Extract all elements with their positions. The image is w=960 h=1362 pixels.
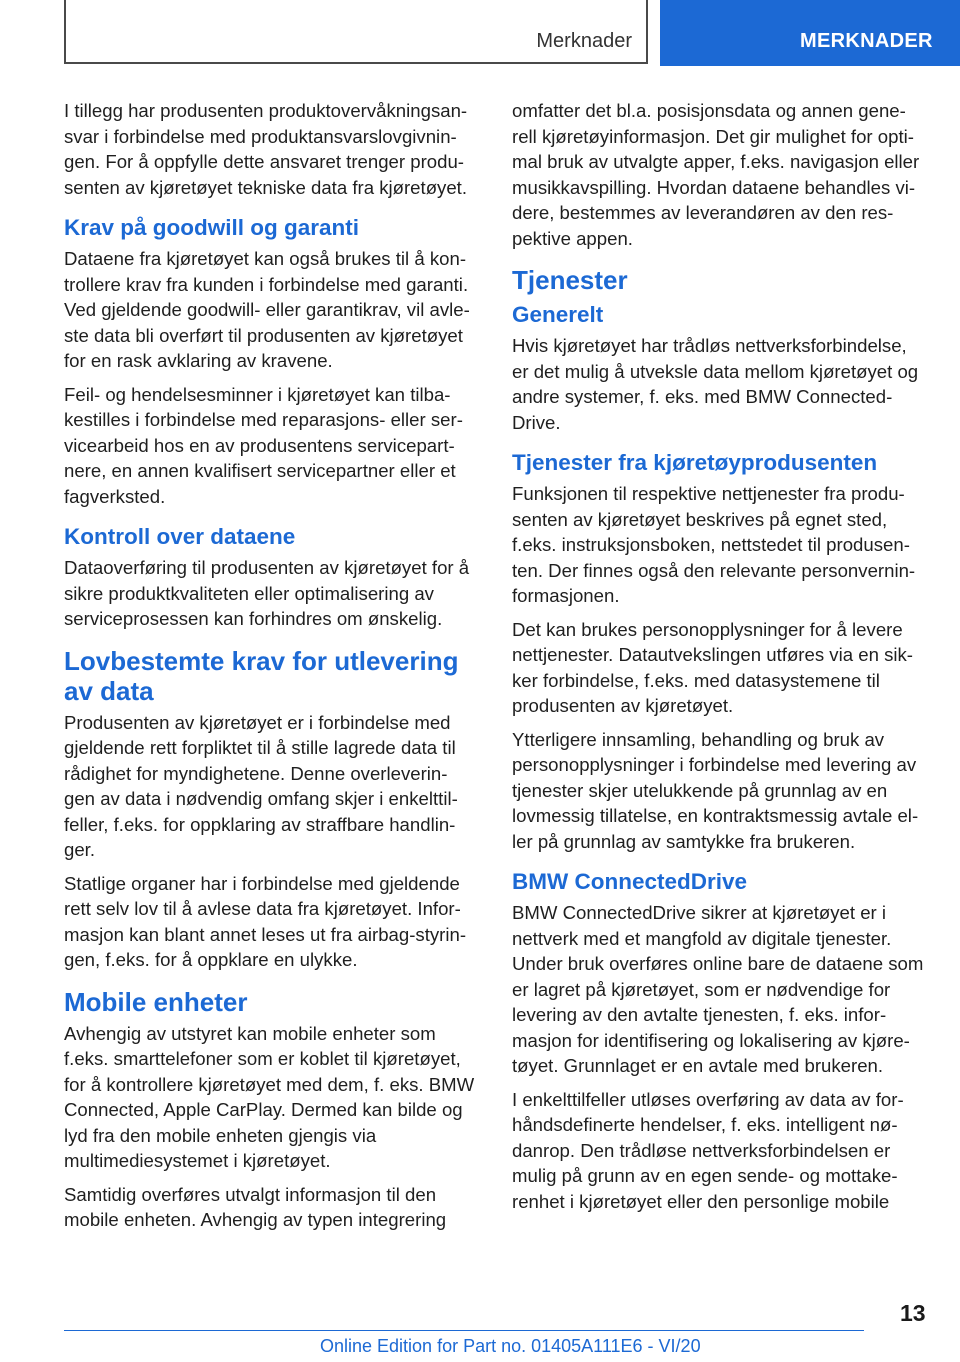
paragraph: Produsenten av kjøretøyet er i forbindelse med gjeldende rett forpliktet til å stille lagrede data til rådighet for myndighetene. Denne overleverin-gen av data i nødvendig omfang skjer i enkelttil-feller, f.eks. for oppklaring av straffbare handlin-ger. bbox=[64, 711, 458, 860]
paragraph: Avhengig av utstyret kan mobile enheter som f.eks. smarttelefoner som er koblet til kjøretøyet, for å kontrollere kjøretøyet med dem, f. eks. BMW Connected, Apple CarPlay. Dermed kan bilde og lyd fra den mobile enheten gjengis via multimediesystemet i kjøretøyet. bbox=[64, 1022, 475, 1171]
page-header bbox=[0, 0, 960, 66]
section-tab bbox=[660, 0, 960, 66]
edition-text: Online Edition for Part no. 01405A111E6 - VI/20 bbox=[320, 1336, 701, 1356]
heading-goodwill: Krav på goodwill og garanti bbox=[64, 215, 360, 240]
chapter-title: Merknader bbox=[536, 30, 632, 52]
left-column bbox=[64, 98, 478, 1241]
paragraph: I tillegg har produsenten produktovervåkningsan-svar i forbindelse med produktansvarslovgivnin-gen. For å oppfylle dette ansvaret trenger produ-senten av kjøretøyet tekniske data fra kjøretøyet. bbox=[64, 100, 468, 198]
heading-lovbestemte: Lovbestemte krav for utlevering av data bbox=[64, 645, 459, 706]
paragraph: Hvis kjøretøyet har trådløs nettverksforbindelse, er det mulig å utveksle data mellom kjøretøyet og andre systemer, f. eks. med BMW Connected-Drive. bbox=[512, 335, 919, 433]
paragraph: Samtidig overføres utvalgt informasjon til den mobile enheten. Avhengig av typen integrering bbox=[64, 1183, 447, 1230]
heading-tjenester: Tjenester bbox=[512, 265, 628, 295]
paragraph: Statlige organer har i forbindelse med gjeldende rett selv lov til å avlese data fra kjøretøyet. Infor-masjon kan blant annet leses ut fra airbag-styrin-gen, f.eks. for å oppklare en ulykke. bbox=[64, 872, 467, 970]
footer-divider bbox=[64, 1330, 864, 1331]
paragraph: BMW ConnectedDrive sikrer at kjøretøyet er i nettverk med et mangfold av digitale tjenester. Under bruk overføres online bare de dataene som er lagret på kjøretøyet, som er nødvendige for levering av den avtalte tjenesten, f. eks. infor-masjon for identifisering og lokalisering av kjøre-tøyet. Grunnlaget er en avtale med brukeren. bbox=[512, 902, 924, 1076]
paragraph: Feil- og hendelsesminner i kjøretøyet kan tilba-kestilles i forbindelse med reparasjons- eller ser-vicearbeid hos en av produsentens servicepart-nere, en annen kvalifisert servicepartner eller et fagverksted. bbox=[64, 383, 463, 507]
heading-tjenester-fra: Tjenester fra kjøretøyprodusenten bbox=[512, 450, 878, 475]
heading-kontroll: Kontroll over dataene bbox=[64, 524, 296, 549]
heading-generelt: Generelt bbox=[512, 302, 604, 327]
right-column bbox=[512, 98, 926, 1222]
page-number: 13 bbox=[900, 1300, 926, 1326]
paragraph: Dataene fra kjøretøyet kan også brukes til å kon-trollere krav fra kunden i forbindelse med garanti. Ved gjeldende goodwill- eller garantikrav, vil avle-ste data bli overført til produsenten av kjøretøyet for en rask avklaring av kravene. bbox=[64, 248, 470, 371]
paragraph: Ytterligere innsamling, behandling og bruk av personopplysninger i forbindelse med levering av tjenester skjer utelukkende på grunnlag av en lovmessig tillatelse, en kontraktsmessig avtale el-ler på grunnlag av samtykke fra brukeren. bbox=[512, 728, 919, 852]
paragraph: Funksjonen til respektive nettjenester fra produ-senten av kjøretøyet beskrives på egnet sted, f.eks. instruksjonsboken, nettstedet til produsen-ten. Der finnes også den relevante personvernin-formasjonen. bbox=[512, 483, 916, 606]
paragraph: omfatter det bl.a. posisjonsdata og annen gene-rell kjøretøyinformasjon. Det gir mulighet for opti-mal bruk av utvalgte apper, f.eks. navigasjon eller musikkavspilling. Hvordan dataene behandles vi-dere, bestemmes av leverandøren av den res-pektive appen. bbox=[512, 100, 920, 249]
heading-mobile: Mobile enheter bbox=[64, 986, 248, 1017]
heading-bmw-connecteddrive: BMW ConnectedDrive bbox=[512, 869, 748, 894]
paragraph: Det kan brukes personopplysninger for å levere nettjenester. Datautvekslingen utføres via en sik-ker forbindelse, f.eks. med datasystemene til produsenten av kjøretøyet. bbox=[512, 618, 913, 716]
paragraph: Dataoverføring til produsenten av kjøretøyet for å sikre produktkvaliteten eller optimalisering av serviceprosessen kan forhindres om ønskelig. bbox=[64, 557, 470, 629]
chapter-tab-box bbox=[64, 0, 648, 64]
section-title: MERKNADER bbox=[800, 30, 933, 52]
paragraph: I enkelttilfeller utløses overføring av data av for-håndsdefinerte hendelser, f. eks. intelligent nø-danrop. Den trådløse nettverksforbindelsen er mulig på grunn av en egen sende- og mottake-renhet i kjøretøyet eller den personlige mobile bbox=[512, 1088, 904, 1212]
